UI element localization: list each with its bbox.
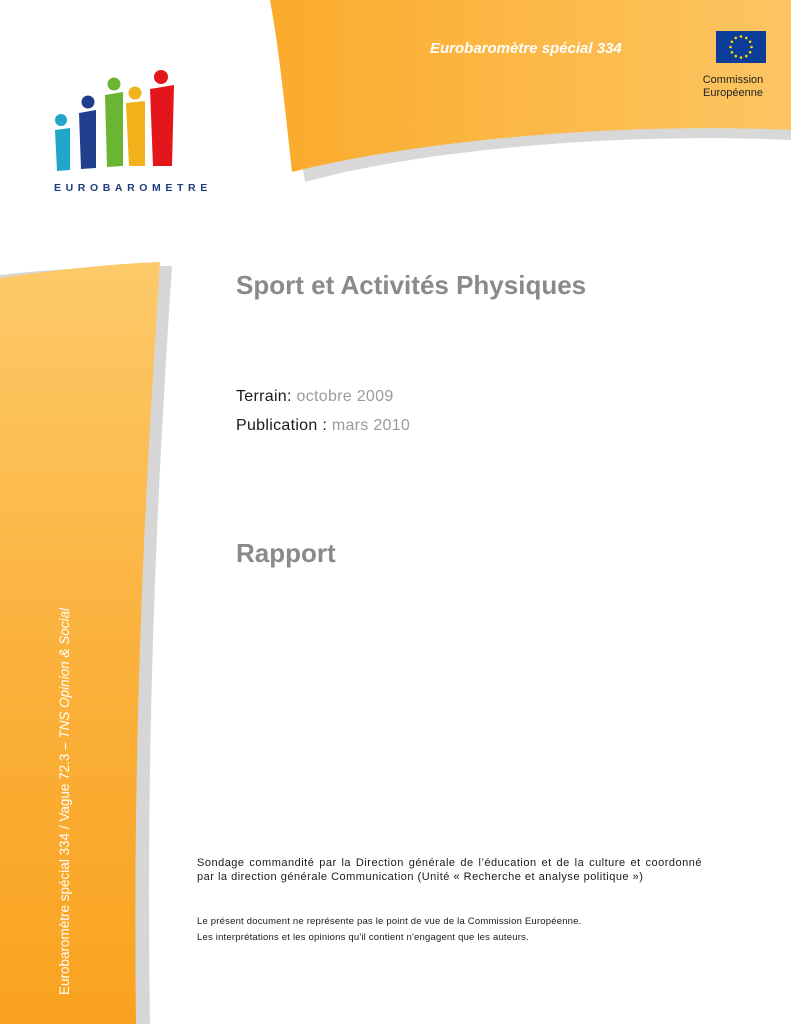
disclaimer-line-1: Le présent document ne représente pas le point de vue de la Commission Européenne. xyxy=(197,916,582,927)
publication-label: Publication : xyxy=(236,417,328,434)
fieldwork-value: octobre 2009 xyxy=(296,388,394,405)
publisher-line-1: Commission xyxy=(702,74,764,86)
publisher-line-2: Européenne xyxy=(703,87,763,99)
logo-figure-yellow xyxy=(126,87,145,167)
publication-value: mars 2010 xyxy=(331,417,411,434)
logo-figure-green xyxy=(105,78,123,168)
fieldwork-row xyxy=(236,388,394,406)
logo-figure-navy xyxy=(79,96,96,170)
publication-row xyxy=(236,417,410,435)
side-vertical-caption xyxy=(57,608,72,995)
series-title: Eurobaromètre spécial 334 xyxy=(430,40,622,57)
logo-figure-red xyxy=(150,70,174,166)
report-heading: Rapport xyxy=(236,538,336,568)
side-caption-main: Eurobaromètre spécial 334 / Vague 72.3 – xyxy=(57,738,72,995)
eurobarometre-logo-icon xyxy=(50,68,180,176)
commission-note: Sondage commandité par la Direction générale de l’éducation et de la culture et coordonné par la direction générale Communication (Unité « Recherche et analyse politique ») xyxy=(197,857,702,883)
logo-wordmark: EUROBAROMETRE xyxy=(54,182,212,194)
disclaimer-line-2: Les interprétations et les opinions qu'il contient n'engagent que les auteurs. xyxy=(197,932,529,943)
eu-flag-icon xyxy=(716,31,766,63)
document-title: Sport et Activités Physiques xyxy=(236,270,587,300)
publisher-name xyxy=(688,74,778,100)
fieldwork-label: Terrain: xyxy=(236,388,292,405)
side-caption-italic: TNS Opinion & Social xyxy=(57,608,72,739)
logo-figure-cyan xyxy=(55,114,70,171)
